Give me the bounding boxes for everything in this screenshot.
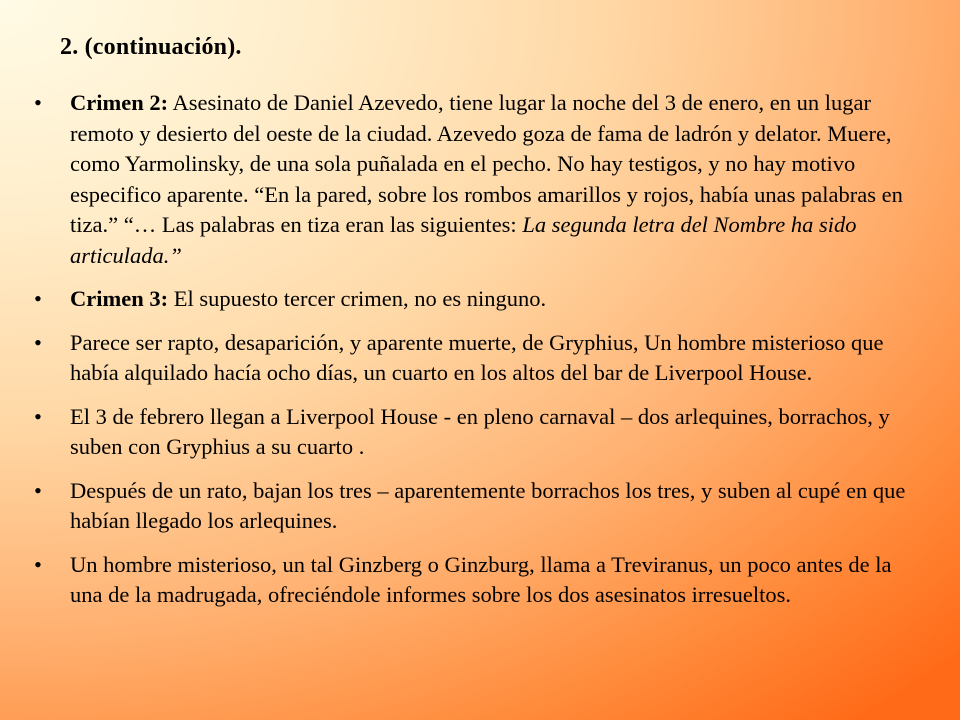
- bullet-text: Un hombre misterioso, un tal Ginzberg o Ginzburg, llama a Treviranus, un poco antes de la una de la madrugada, ofreciéndole informes sobre los dos asesinatos irresueltos.: [70, 551, 892, 607]
- bullet-arlequines: [34, 402, 919, 463]
- bullet-ginzberg: [34, 550, 919, 611]
- bullet-crimen-3: [34, 284, 919, 315]
- bullet-text: El 3 de febrero llegan a Liverpool House - en pleno carnaval – dos arlequines, borrachos, y suben con Gryphius a su cuarto .: [70, 403, 890, 459]
- bullet-text: El supuesto tercer crimen, no es ninguno.: [168, 286, 547, 311]
- bullet-text: Después de un rato, bajan los tres – aparentemente borrachos los tres, y suben al cupé en que habían llegado los arlequines.: [70, 477, 906, 533]
- bullet-list: [34, 88, 919, 624]
- bullet-text: Parece ser rapto, desaparición, y aparente muerte, de Gryphius, Un hombre misterioso que había alquilado hacía ocho días, un cuarto en los altos del bar de Liverpool House.: [70, 329, 884, 385]
- bullet-lead: Crimen 2:: [70, 90, 169, 115]
- bullet-text: Asesinato de Daniel Azevedo, tiene lugar la noche del 3 de enero, en un lugar remoto y desierto del oeste de la ciudad. Azevedo goza de fama de ladrón y delator. Muere, como Yarmolinsky, de una sola puñalada en el pecho. No hay testigos, y no hay motivo especifico aparente. “En la pared, sobre los rombos amarillos y rojos, había unas palabras en tiza.” “… Las palabras en tiza eran las siguientes:: [70, 90, 903, 237]
- bullet-bajan: [34, 476, 919, 537]
- slide-title: 2. (continuación).: [60, 34, 242, 60]
- bullet-italic-quote: La segunda letra del Nombre ha sido articulada.”: [70, 212, 857, 268]
- bullet-crimen-2: [34, 88, 919, 271]
- bullet-gryphius: [34, 328, 919, 389]
- bullet-lead: Crimen 3:: [70, 286, 169, 311]
